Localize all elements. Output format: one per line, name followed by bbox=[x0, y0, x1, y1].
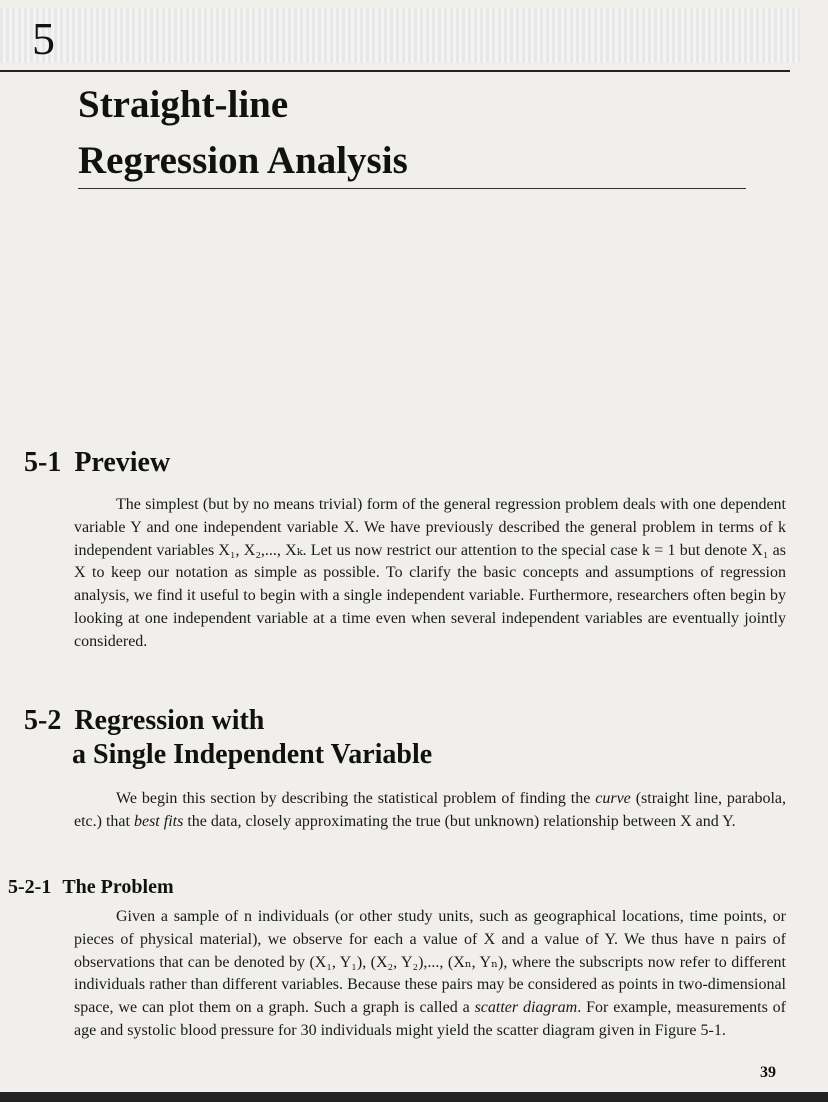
chapter-number: 5 bbox=[32, 13, 55, 64]
text-run: (straight line, parabola, etc.) that bbox=[74, 790, 786, 830]
section-title: Preview bbox=[74, 447, 171, 478]
preview-paragraph-block bbox=[74, 494, 786, 654]
section-heading-regression bbox=[24, 704, 744, 772]
section-title-line-2: a Single Independent Variable bbox=[72, 739, 433, 770]
problem-paragraph-block bbox=[74, 906, 786, 1043]
preview-paragraph: The simplest (but by no means trivial) form of the general regression problem deals with one dependent variable Y and one independent variable X. We have previously described the general problem in terms of k independent variables X₁, X₂,..., Xₖ. Let us now restrict our attention to the special case k = 1 but denote X₁ as X to keep our notation as simple as possible. To clarify the basic concepts and assumptions of regression analysis, we find it useful to begin with a single independent variable. Furthermore, researchers often begin by looking at one independent variable at a time even when several independent variables are eventually jointly considered. bbox=[74, 496, 786, 650]
emphasis-best-fits: best fits bbox=[133, 812, 184, 830]
chapter-title-line-2: Regression Analysis bbox=[78, 139, 408, 182]
text-run: We begin this section by describing the statistical problem of finding the bbox=[116, 790, 596, 807]
section-title-line-1: Regression with bbox=[74, 705, 265, 736]
chapter-header-band bbox=[0, 8, 800, 63]
text-run: . For example, measurements of age and systolic blood pressure for 30 individuals might yield the scatter diagram given in Figure 5-1. bbox=[74, 999, 786, 1039]
section-heading-preview bbox=[24, 446, 724, 480]
section-number: 5-2 bbox=[24, 705, 62, 736]
emphasis-scatter-diagram: scatter diagram bbox=[474, 999, 578, 1017]
scan-bottom-edge bbox=[0, 1092, 828, 1102]
subsection-number: 5-2-1 bbox=[8, 876, 52, 898]
page-number: 39 bbox=[760, 1064, 776, 1081]
text-run: the data, closely approximating the true (but unknown) relationship between X and Y. bbox=[183, 812, 736, 830]
header-rule bbox=[0, 70, 790, 72]
title-rule bbox=[78, 188, 746, 189]
subsection-heading-problem bbox=[8, 874, 708, 900]
regression-paragraph bbox=[74, 788, 786, 834]
text-run: Given a sample of n individuals (or other study units, such as geographical locations, time points, or pieces of physical material), we observe for each a value of X and a value of Y. We thus have n pairs of observations that can be denoted by (X₁, Y₁), (X₂, Y₂),..., (Xₙ, Yₙ), where the subscripts now refer to different individuals rather than different variables. Because these pairs may be considered as points in two-dimensional space, we can plot them on a graph. Such a graph is called a bbox=[74, 908, 786, 1017]
subsection-title: The Problem bbox=[62, 876, 174, 898]
emphasis-curve: curve bbox=[595, 790, 631, 807]
section-number: 5-1 bbox=[24, 447, 62, 478]
regression-paragraph-block bbox=[74, 788, 786, 834]
problem-paragraph bbox=[74, 906, 786, 1043]
chapter-title-line-1: Straight-line bbox=[78, 83, 289, 126]
